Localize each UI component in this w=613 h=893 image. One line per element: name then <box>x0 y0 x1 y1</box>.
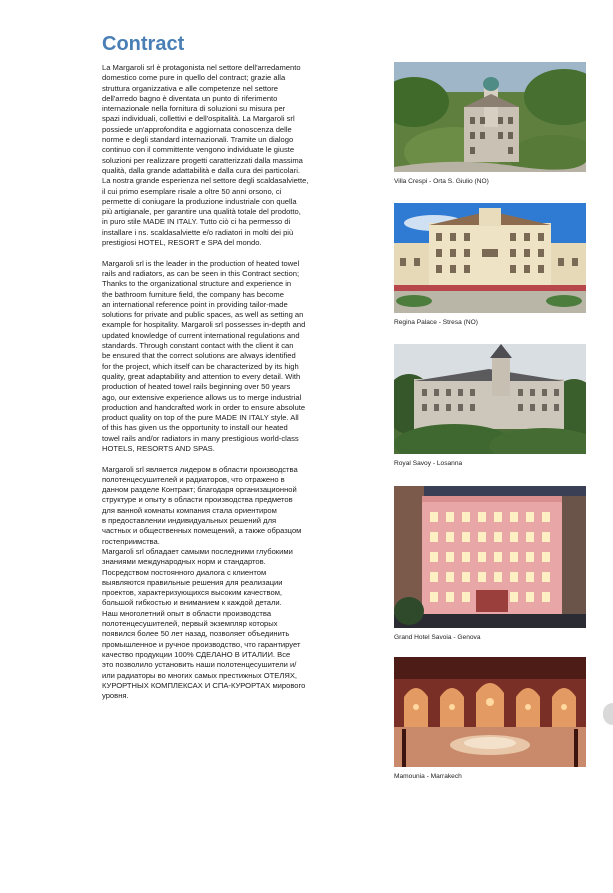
figure-mamounia <box>394 657 586 780</box>
paragraph-italian: La Margaroli srl è protagonista nel settore dell'arredamento domestico come pure in quello del contract; grazie alla struttura organizzativa e alle competenze nel settore dell'arredo bagno è diventata un punto di riferimento internazionale nella fornitura di soluzioni su misura per spazi individuali, collettivi e dell'ospitalità. La Margaroli srl possiede un'approfondita e aggiornata conoscenza delle norme e degli standard internazionali. Tramite un dialogo continuo con il committente vengono individuate le giuste soluzioni per realizzare progetti caratterizzati dalla massima qualità, dalla grande adattabilità e dalla cura dei particolari. La nostra grande esperienza nel settore degli scaldasalviette, il cui primo esemplare risale a oltre 50 anni orsono, ci permette di coniugare la produzione industriale con quella più artigianale, per garantire una qualità totale del prodotto, in puro stile MADE IN ITALY. Tutto ciò ci ha permesso di installare i ns. scaldasalviette e/o radiatori in molti dei più prestigiosi HOTEL, RESORT e SPA del mondo. <box>102 63 309 248</box>
photo-caption: Villa Crespi - Orta S. Giulio (NO) <box>394 178 489 185</box>
photo-grand-hotel-savoia <box>394 486 586 628</box>
photo-caption: Mamounia - Marrakech <box>394 773 462 780</box>
photo-villa-crespi <box>394 62 586 172</box>
photo-royal-savoy <box>394 344 586 454</box>
figure-villa-crespi <box>394 62 586 185</box>
figure-regina-palace <box>394 203 586 326</box>
photo-caption: Grand Hotel Savoia - Genova <box>394 634 481 641</box>
paragraph-english: Margaroli srl is the leader in the production of heated towel rails and radiators, as can be seen in this Contract section; Thanks to the organizational structure and experience in the bathroom furniture field, the company has become an international reference point in providing tailor-made solutions for private and public spaces, as well as setting an example for hospitality. Margaroli srl possesses in-depth and updated knowledge of current international regulations and standards. Through constant contact with the client it can be ensured that the correct solutions are always identified for the project, which itself can be characterized by its high quality, great adaptability and attention to every detail. With production of heated towel rails beginning over 50 years ago, our extensive experience allows us to merge industrial production and handcrafted work in order to ensure absolute product quality on top of the pure MADE IN ITALY style. All of this has given us the opportunity to install our heated towel rails and/or radiators in many prestigious world-class HOTELS, RESORTS AND SPAS. <box>102 258 306 453</box>
body-text-column <box>102 63 347 712</box>
photo-caption: Royal Savoy - Losanna <box>394 460 463 467</box>
photo-mamounia <box>394 657 586 767</box>
photo-caption: Regina Palace - Stresa (NO) <box>394 319 478 326</box>
photo-regina-palace <box>394 203 586 313</box>
scroll-handle[interactable] <box>603 703 613 725</box>
figure-grand-hotel-savoia <box>394 486 586 641</box>
figure-royal-savoy <box>394 344 586 467</box>
page-title: Contract <box>102 33 185 55</box>
paragraph-russian: Margaroli srl является лидером в области производства полотенцесушителей и радиаторов, что отражено в данном разделе Контракт; благодаря организационной структуре и опыту в области производства предметов для ванной комнаты компания стала ориентиром в предоставлении индивидуальных решений для частных и общественных помещений, а также образцом гостеприимства. Margaroli srl обладает самыми последними глубокими знаниями международных норм и стандартов. Посредством постоянного диалога с клиентом выявляются правильные решения для реализации проектов, характеризующихся высоким качеством, большой гибкостью и вниманием к каждой детали. Наш многолетний опыт в области производства полотенцесушителей, первый экземпляр которых появился более 50 лет назад, позволяет объединить промышленное и ручное производство, что гарантирует качество продукции 100% СДЕЛАНО В ИТАЛИИ. Все это позволило установить наши полотенцесушители и/ или радиаторы во многих самых престижных ОТЕЛЯХ, КУРОРТНЫХ КОМПЛЕКСАХ И СПА-КУРОРТАХ мирового уровня. <box>102 464 306 701</box>
